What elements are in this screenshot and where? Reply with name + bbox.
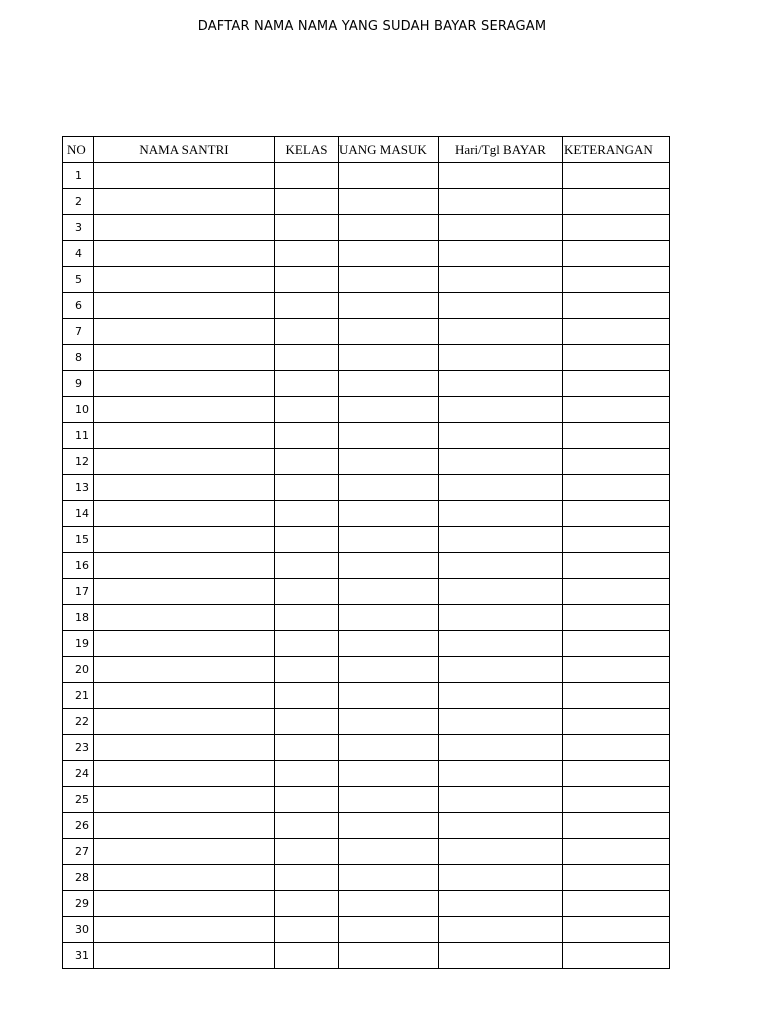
- nama-santri-cell[interactable]: [94, 579, 275, 605]
- tanggal-bayar-cell[interactable]: [439, 553, 563, 579]
- uang-masuk-cell[interactable]: [339, 735, 439, 761]
- uang-masuk-cell[interactable]: [339, 215, 439, 241]
- table-row: [63, 605, 670, 631]
- uang-masuk-cell[interactable]: [339, 683, 439, 709]
- nama-santri-cell[interactable]: [94, 397, 275, 423]
- keterangan-cell[interactable]: [563, 943, 670, 969]
- uang-masuk-cell[interactable]: [339, 579, 439, 605]
- kelas-cell[interactable]: [275, 657, 339, 683]
- table-row: [63, 657, 670, 683]
- tanggal-bayar-cell[interactable]: [439, 839, 563, 865]
- keterangan-cell[interactable]: [563, 215, 670, 241]
- uang-masuk-cell[interactable]: [339, 709, 439, 735]
- row-number-cell: 31: [63, 943, 94, 969]
- nama-santri-cell[interactable]: [94, 917, 275, 943]
- tanggal-bayar-cell[interactable]: [439, 917, 563, 943]
- nama-santri-cell[interactable]: [94, 527, 275, 553]
- header-kelas: KELAS: [275, 137, 339, 163]
- header-tanggal-bayar: Hari/Tgl BAYAR: [439, 137, 563, 163]
- keterangan-cell[interactable]: [563, 501, 670, 527]
- tanggal-bayar-cell[interactable]: [439, 397, 563, 423]
- kelas-cell[interactable]: [275, 631, 339, 657]
- tanggal-bayar-cell[interactable]: [439, 319, 563, 345]
- header-row: [63, 137, 670, 163]
- keterangan-cell[interactable]: [563, 371, 670, 397]
- kelas-cell[interactable]: [275, 241, 339, 267]
- kelas-cell[interactable]: [275, 293, 339, 319]
- uang-masuk-cell[interactable]: [339, 475, 439, 501]
- table-row: [63, 189, 670, 215]
- kelas-cell[interactable]: [275, 813, 339, 839]
- table-row: [63, 267, 670, 293]
- header-uang-masuk: UANG MASUK: [339, 137, 439, 163]
- table-row: [63, 553, 670, 579]
- row-number-cell: 5: [63, 267, 94, 293]
- nama-santri-cell[interactable]: [94, 709, 275, 735]
- row-number-cell: 26: [63, 813, 94, 839]
- kelas-cell[interactable]: [275, 189, 339, 215]
- kelas-cell[interactable]: [275, 423, 339, 449]
- uang-masuk-cell[interactable]: [339, 865, 439, 891]
- kelas-cell[interactable]: [275, 839, 339, 865]
- kelas-cell[interactable]: [275, 787, 339, 813]
- nama-santri-cell[interactable]: [94, 293, 275, 319]
- tanggal-bayar-cell[interactable]: [439, 891, 563, 917]
- nama-santri-cell[interactable]: [94, 631, 275, 657]
- uang-masuk-cell[interactable]: [339, 293, 439, 319]
- uang-masuk-cell[interactable]: [339, 501, 439, 527]
- tanggal-bayar-cell[interactable]: [439, 657, 563, 683]
- nama-santri-cell[interactable]: [94, 683, 275, 709]
- table-row: [63, 163, 670, 189]
- table-row: [63, 423, 670, 449]
- nama-santri-cell[interactable]: [94, 475, 275, 501]
- uang-masuk-cell[interactable]: [339, 189, 439, 215]
- document-title: DAFTAR NAMA NAMA YANG SUDAH BAYAR SERAGAM: [197, 19, 547, 34]
- keterangan-cell[interactable]: [563, 267, 670, 293]
- table-row: [63, 917, 670, 943]
- table-row: [63, 475, 670, 501]
- table-row: [63, 319, 670, 345]
- row-number-cell: 8: [63, 345, 94, 371]
- keterangan-cell[interactable]: [563, 449, 670, 475]
- tanggal-bayar-cell[interactable]: [439, 943, 563, 969]
- keterangan-cell[interactable]: [563, 683, 670, 709]
- row-number-cell: 27: [63, 839, 94, 865]
- table-body: [63, 163, 670, 969]
- row-number-cell: 20: [63, 657, 94, 683]
- tanggal-bayar-cell[interactable]: [439, 345, 563, 371]
- uang-masuk-cell[interactable]: [339, 891, 439, 917]
- kelas-cell[interactable]: [275, 267, 339, 293]
- row-number-cell: 19: [63, 631, 94, 657]
- kelas-cell[interactable]: [275, 215, 339, 241]
- uang-masuk-cell[interactable]: [339, 813, 439, 839]
- row-number-cell: 11: [63, 423, 94, 449]
- tanggal-bayar-cell[interactable]: [439, 787, 563, 813]
- keterangan-cell[interactable]: [563, 839, 670, 865]
- keterangan-cell[interactable]: [563, 761, 670, 787]
- table-row: [63, 397, 670, 423]
- nama-santri-cell[interactable]: [94, 319, 275, 345]
- keterangan-cell[interactable]: [563, 397, 670, 423]
- uang-masuk-cell[interactable]: [339, 631, 439, 657]
- tanggal-bayar-cell[interactable]: [439, 813, 563, 839]
- kelas-cell[interactable]: [275, 917, 339, 943]
- keterangan-cell[interactable]: [563, 423, 670, 449]
- table-row: [63, 891, 670, 917]
- tanggal-bayar-cell[interactable]: [439, 735, 563, 761]
- nama-santri-cell[interactable]: [94, 215, 275, 241]
- row-number-cell: 4: [63, 241, 94, 267]
- uang-masuk-cell[interactable]: [339, 917, 439, 943]
- row-number-cell: 29: [63, 891, 94, 917]
- keterangan-cell[interactable]: [563, 319, 670, 345]
- tanggal-bayar-cell[interactable]: [439, 501, 563, 527]
- uang-masuk-cell[interactable]: [339, 163, 439, 189]
- nama-santri-cell[interactable]: [94, 735, 275, 761]
- row-number-cell: 25: [63, 787, 94, 813]
- uang-masuk-cell[interactable]: [339, 241, 439, 267]
- table-row: [63, 527, 670, 553]
- row-number-cell: 1: [63, 163, 94, 189]
- kelas-cell[interactable]: [275, 683, 339, 709]
- row-number-cell: 28: [63, 865, 94, 891]
- nama-santri-cell[interactable]: [94, 605, 275, 631]
- tanggal-bayar-cell[interactable]: [439, 371, 563, 397]
- kelas-cell[interactable]: [275, 761, 339, 787]
- table-row: [63, 839, 670, 865]
- row-number-cell: 16: [63, 553, 94, 579]
- table-row: [63, 761, 670, 787]
- uang-masuk-cell[interactable]: [339, 761, 439, 787]
- nama-santri-cell[interactable]: [94, 891, 275, 917]
- tanggal-bayar-cell[interactable]: [439, 293, 563, 319]
- tanggal-bayar-cell[interactable]: [439, 709, 563, 735]
- nama-santri-cell[interactable]: [94, 761, 275, 787]
- header-keterangan: KETERANGAN: [563, 137, 670, 163]
- table-row: [63, 449, 670, 475]
- nama-santri-cell[interactable]: [94, 241, 275, 267]
- row-number-cell: 21: [63, 683, 94, 709]
- nama-santri-cell[interactable]: [94, 813, 275, 839]
- nama-santri-cell[interactable]: [94, 189, 275, 215]
- header-nama-santri: NAMA SANTRI: [94, 137, 275, 163]
- tanggal-bayar-cell[interactable]: [439, 631, 563, 657]
- row-number-cell: 13: [63, 475, 94, 501]
- nama-santri-cell[interactable]: [94, 501, 275, 527]
- row-number-cell: 2: [63, 189, 94, 215]
- row-number-cell: 3: [63, 215, 94, 241]
- table-row: [63, 709, 670, 735]
- tanggal-bayar-cell[interactable]: [439, 189, 563, 215]
- nama-santri-cell[interactable]: [94, 163, 275, 189]
- kelas-cell[interactable]: [275, 345, 339, 371]
- tanggal-bayar-cell[interactable]: [439, 683, 563, 709]
- row-number-cell: 24: [63, 761, 94, 787]
- keterangan-cell[interactable]: [563, 189, 670, 215]
- nama-santri-cell[interactable]: [94, 267, 275, 293]
- kelas-cell[interactable]: [275, 865, 339, 891]
- kelas-cell[interactable]: [275, 319, 339, 345]
- keterangan-cell[interactable]: [563, 241, 670, 267]
- keterangan-cell[interactable]: [563, 293, 670, 319]
- kelas-cell[interactable]: [275, 553, 339, 579]
- nama-santri-cell[interactable]: [94, 839, 275, 865]
- kelas-cell[interactable]: [275, 475, 339, 501]
- table-row: [63, 943, 670, 969]
- tanggal-bayar-cell[interactable]: [439, 449, 563, 475]
- kelas-cell[interactable]: [275, 501, 339, 527]
- keterangan-cell[interactable]: [563, 579, 670, 605]
- row-number-cell: 6: [63, 293, 94, 319]
- nama-santri-cell[interactable]: [94, 553, 275, 579]
- row-number-cell: 12: [63, 449, 94, 475]
- keterangan-cell[interactable]: [563, 163, 670, 189]
- table-row: [63, 345, 670, 371]
- row-number-cell: 22: [63, 709, 94, 735]
- row-number-cell: 17: [63, 579, 94, 605]
- uang-masuk-cell[interactable]: [339, 423, 439, 449]
- kelas-cell[interactable]: [275, 527, 339, 553]
- nama-santri-cell[interactable]: [94, 865, 275, 891]
- tanggal-bayar-cell[interactable]: [439, 267, 563, 293]
- nama-santri-cell[interactable]: [94, 657, 275, 683]
- table-row: [63, 813, 670, 839]
- tanggal-bayar-cell[interactable]: [439, 761, 563, 787]
- keterangan-cell[interactable]: [563, 527, 670, 553]
- table-row: [63, 241, 670, 267]
- nama-santri-cell[interactable]: [94, 943, 275, 969]
- uang-masuk-cell[interactable]: [339, 839, 439, 865]
- uang-masuk-cell[interactable]: [339, 449, 439, 475]
- uang-masuk-cell[interactable]: [339, 319, 439, 345]
- keterangan-cell[interactable]: [563, 657, 670, 683]
- row-number-cell: 7: [63, 319, 94, 345]
- uang-masuk-cell[interactable]: [339, 657, 439, 683]
- uang-masuk-cell[interactable]: [339, 345, 439, 371]
- keterangan-cell[interactable]: [563, 813, 670, 839]
- table-row: [63, 215, 670, 241]
- payment-roster-table: [62, 136, 670, 969]
- tanggal-bayar-cell[interactable]: [439, 423, 563, 449]
- row-number-cell: 23: [63, 735, 94, 761]
- keterangan-cell[interactable]: [563, 735, 670, 761]
- table-row: [63, 579, 670, 605]
- kelas-cell[interactable]: [275, 579, 339, 605]
- kelas-cell[interactable]: [275, 397, 339, 423]
- nama-santri-cell[interactable]: [94, 345, 275, 371]
- uang-masuk-cell[interactable]: [339, 553, 439, 579]
- kelas-cell[interactable]: [275, 709, 339, 735]
- nama-santri-cell[interactable]: [94, 423, 275, 449]
- keterangan-cell[interactable]: [563, 865, 670, 891]
- nama-santri-cell[interactable]: [94, 787, 275, 813]
- tanggal-bayar-cell[interactable]: [439, 605, 563, 631]
- uang-masuk-cell[interactable]: [339, 787, 439, 813]
- row-number-cell: 18: [63, 605, 94, 631]
- table-row: [63, 631, 670, 657]
- row-number-cell: 15: [63, 527, 94, 553]
- table-row: [63, 501, 670, 527]
- tanggal-bayar-cell[interactable]: [439, 241, 563, 267]
- kelas-cell[interactable]: [275, 943, 339, 969]
- table-row: [63, 865, 670, 891]
- kelas-cell[interactable]: [275, 163, 339, 189]
- tanggal-bayar-cell[interactable]: [439, 527, 563, 553]
- uang-masuk-cell[interactable]: [339, 943, 439, 969]
- keterangan-cell[interactable]: [563, 891, 670, 917]
- keterangan-cell[interactable]: [563, 605, 670, 631]
- table-row: [63, 683, 670, 709]
- header-no: NO: [63, 137, 94, 163]
- kelas-cell[interactable]: [275, 605, 339, 631]
- table-row: [63, 293, 670, 319]
- row-number-cell: 9: [63, 371, 94, 397]
- uang-masuk-cell[interactable]: [339, 397, 439, 423]
- uang-masuk-cell[interactable]: [339, 371, 439, 397]
- keterangan-cell[interactable]: [563, 917, 670, 943]
- row-number-cell: 10: [63, 397, 94, 423]
- kelas-cell[interactable]: [275, 371, 339, 397]
- uang-masuk-cell[interactable]: [339, 527, 439, 553]
- uang-masuk-cell[interactable]: [339, 605, 439, 631]
- keterangan-cell[interactable]: [563, 709, 670, 735]
- keterangan-cell[interactable]: [563, 787, 670, 813]
- row-number-cell: 30: [63, 917, 94, 943]
- tanggal-bayar-cell[interactable]: [439, 579, 563, 605]
- table-row: [63, 787, 670, 813]
- kelas-cell[interactable]: [275, 891, 339, 917]
- kelas-cell[interactable]: [275, 735, 339, 761]
- table-row: [63, 371, 670, 397]
- tanggal-bayar-cell[interactable]: [439, 475, 563, 501]
- tanggal-bayar-cell[interactable]: [439, 865, 563, 891]
- tanggal-bayar-cell[interactable]: [439, 163, 563, 189]
- table-row: [63, 735, 670, 761]
- keterangan-cell[interactable]: [563, 631, 670, 657]
- nama-santri-cell[interactable]: [94, 449, 275, 475]
- uang-masuk-cell[interactable]: [339, 267, 439, 293]
- tanggal-bayar-cell[interactable]: [439, 215, 563, 241]
- keterangan-cell[interactable]: [563, 553, 670, 579]
- kelas-cell[interactable]: [275, 449, 339, 475]
- nama-santri-cell[interactable]: [94, 371, 275, 397]
- keterangan-cell[interactable]: [563, 475, 670, 501]
- keterangan-cell[interactable]: [563, 345, 670, 371]
- row-number-cell: 14: [63, 501, 94, 527]
